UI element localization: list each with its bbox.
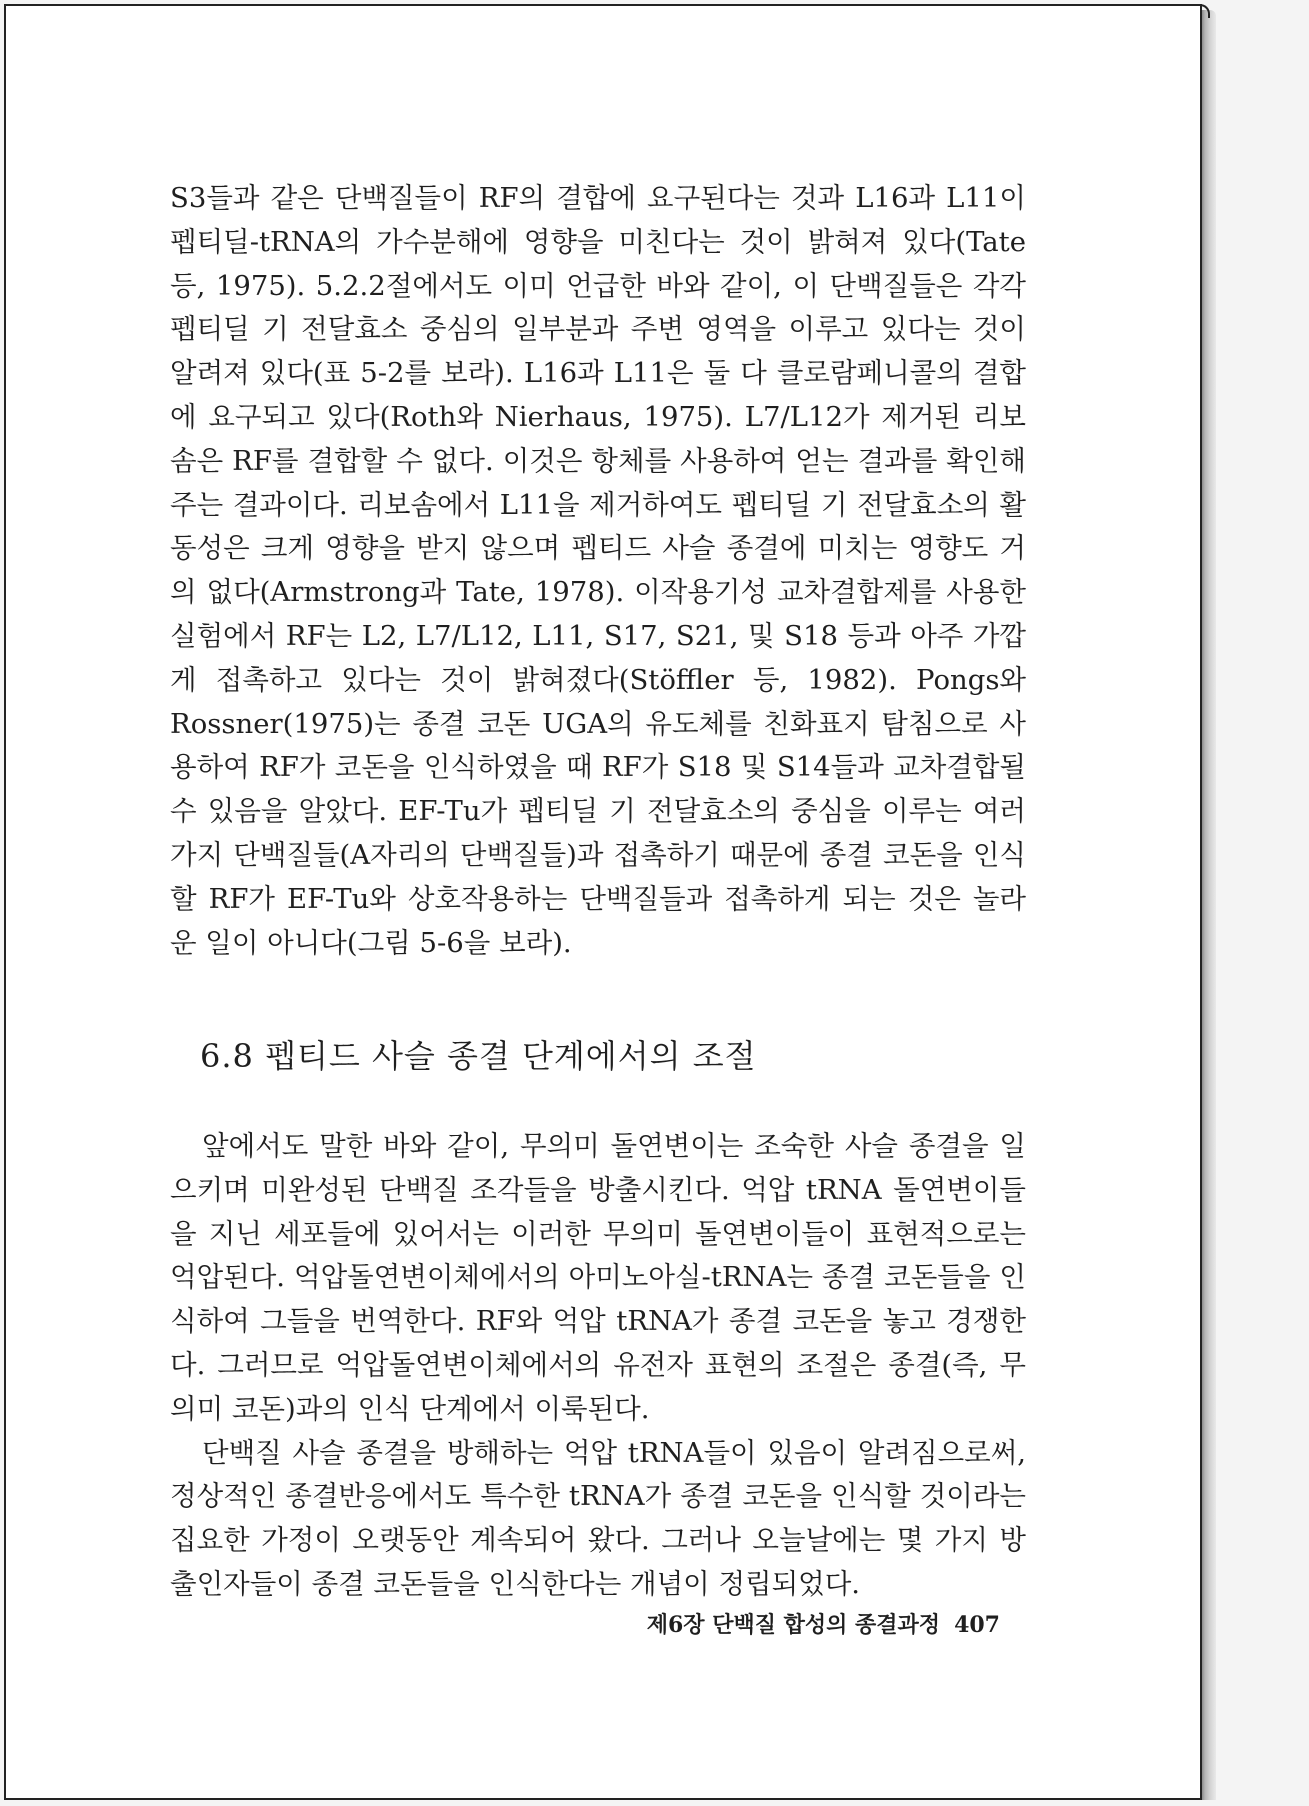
section-heading: 6.8 펩티드 사슬 종결 단계에서의 조절 bbox=[200, 1037, 757, 1075]
paragraph-release-factors: 단백질 사슬 종결을 방해하는 억압 tRNA들이 있음이 알려짐으로써, 정상적인 종결반응에서도 특수한 tRNA가 종결 코돈을 인식할 것이라는 집요한 가정이 오랫동안 계속되어 왔다. 그러나 오늘날에는 몇 가지 방출인자들이 종결 코돈들을 인식한다는 개념이 정립되었다. bbox=[170, 1436, 1026, 1600]
page-edge-shadow bbox=[1202, 10, 1216, 1800]
page-footer bbox=[600, 1608, 1000, 1639]
body-text-bottom bbox=[170, 1125, 1026, 1607]
body-text-top bbox=[170, 177, 1026, 965]
paragraph-nonsense-mutation: 앞에서도 말한 바와 같이, 무의미 돌연변이는 조숙한 사슬 종결을 일으키며 미완성된 단백질 조각들을 방출시킨다. 억압 tRNA 돌연변이들을 지닌 세포들에 있어서는 이러한 무의미 돌연변이들이 표현적으로는 억압된다. 억압돌연변이체에서의 아미노아실-tRNA는 종결 코돈들을 인식하여 그들을 번역한다. RF와 억압 tRNA가 종결 코돈을 놓고 경쟁한다. 그러므로 억압돌연변이체에서의 유전자 표현의 조절은 종결(즉, 무의미 코돈)과의 인식 단계에서 이룩된다. bbox=[170, 1130, 1026, 1425]
paragraph-rf-proteins: S3들과 같은 단백질들이 RF의 결합에 요구된다는 것과 L16과 L11이 펩티딜-tRNA의 가수분해에 영향을 미친다는 것이 밝혀져 있다(Tate 등, 1975). 5.2.2절에서도 이미 언급한 바와 같이, 이 단백질들은 각각 펩티딜 기 전달효소 중심의 일부분과 주변 영역을 이루고 있다는 것이 알려져 있다(표 5-2를 보라). L16과 L11은 둘 다 클로람페니콜의 결합에 요구되고 있다(Roth와 Nierhaus, 1975). L7/L12가 제거된 리보솜은 RF를 결합할 수 없다. 이것은 항체를 사용하여 얻는 결과를 확인해 주는 결과이다. 리보솜에서 L11을 제거하여도 펩티딜 기 전달효소의 활동성은 크게 영향을 받지 않으며 펩티드 사슬 종결에 미치는 영향도 거의 없다(Armstrong과 Tate, 1978). 이작용기성 교차결합제를 사용한 실험에서 RF는 L2, L7/L12, L11, S17, S21, 및 S18 등과 아주 가깝게 접촉하고 있다는 것이 밝혀졌다(Stöffler 등, 1982). Pongs와 Rossner(1975)는 종결 코돈 UGA의 유도체를 친화표지 탐침으로 사용하여 RF가 코돈을 인식하였을 때 RF가 S18 및 S14들과 교차결합될 수 있음을 알았다. EF-Tu가 펩티딜 기 전달효소의 중심을 이루는 여러 가지 단백질들(A자리의 단백질들)과 접촉하기 때문에 종결 코돈을 인식할 RF가 EF-Tu와 상호작용하는 단백질들과 접촉하게 되는 것은 놀라운 일이 아니다(그림 5-6을 보라). bbox=[170, 182, 1026, 959]
page-corner bbox=[1190, 4, 1210, 18]
page-number: 407 bbox=[954, 1612, 1000, 1638]
chapter-title: 제6장 단백질 합성의 종결과정 bbox=[646, 1612, 941, 1638]
